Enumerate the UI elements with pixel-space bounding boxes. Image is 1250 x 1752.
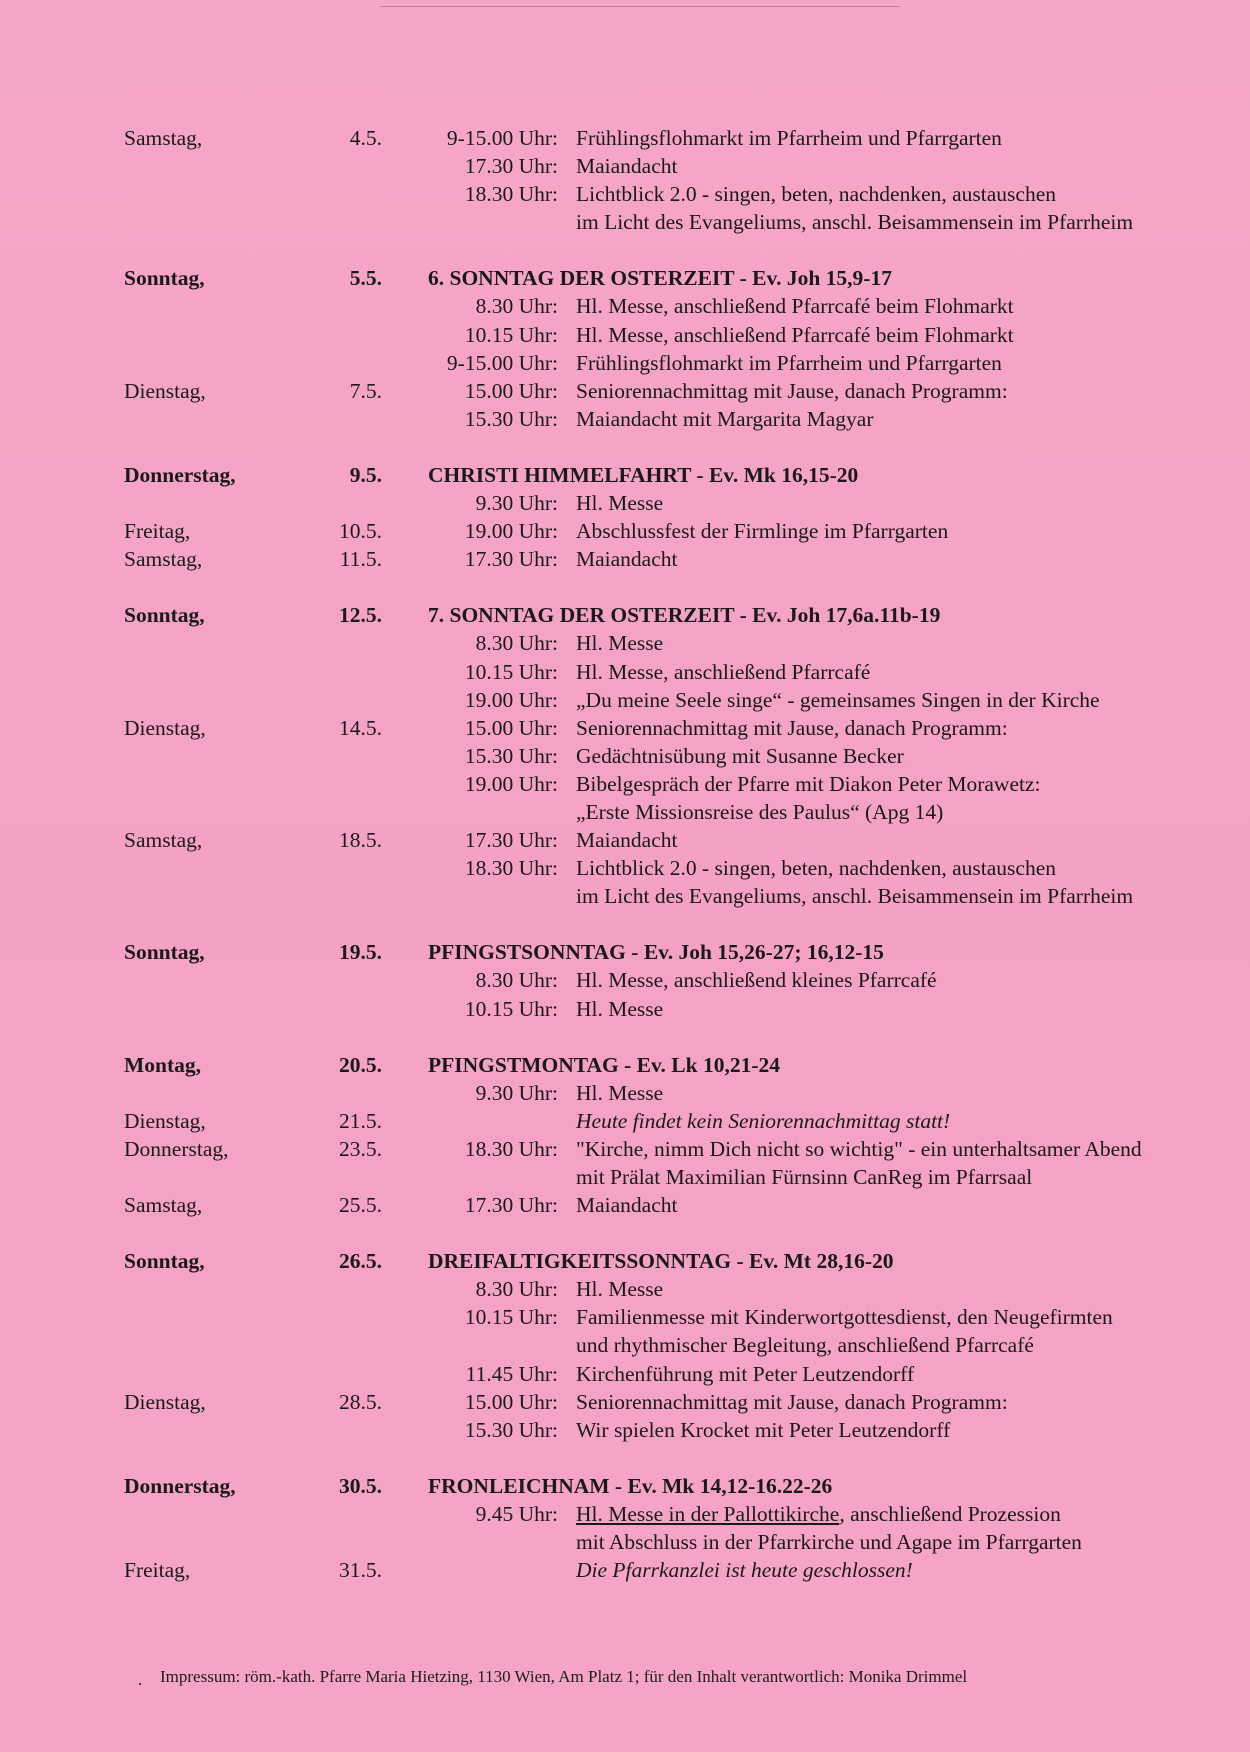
event-row bbox=[0, 489, 1250, 517]
weekday: Samstag, bbox=[124, 1193, 203, 1218]
event-headline-row bbox=[0, 264, 1250, 292]
liturgy-headline: PFINGSTSONNTAG - Ev. Joh 15,26-27; 16,12-15 bbox=[428, 940, 884, 965]
liturgy-headline: PFINGSTMONTAG - Ev. Lk 10,21-24 bbox=[428, 1052, 780, 1077]
day-block bbox=[0, 938, 1250, 1022]
date: 31.5. bbox=[339, 1558, 382, 1583]
event-time: 9-15.00 Uhr: bbox=[446, 126, 558, 150]
event-description: Hl. Messe, anschließend Pfarrcafé beim Flohmarkt bbox=[576, 294, 1014, 319]
event-row bbox=[0, 1528, 1250, 1556]
weekday: Donnerstag, bbox=[124, 462, 236, 487]
event-row bbox=[0, 377, 1250, 405]
date: 26.5. bbox=[339, 1249, 382, 1274]
event-row bbox=[0, 1556, 1250, 1584]
event-time: 17.30 Uhr: bbox=[464, 828, 558, 853]
event-description: Seniorennachmittag mit Jause, danach Programm: bbox=[576, 378, 1008, 403]
event-description: Heute findet kein Seniorennachmittag statt! bbox=[576, 1108, 951, 1133]
event-row bbox=[0, 686, 1250, 714]
event-time: 15.30 Uhr: bbox=[464, 1417, 558, 1442]
weekday: Donnerstag, bbox=[124, 1473, 236, 1498]
date: 28.5. bbox=[339, 1389, 382, 1414]
event-row bbox=[0, 826, 1250, 854]
event-description-rest: , anschließend Prozession bbox=[839, 1501, 1061, 1526]
event-description: im Licht des Evangeliums, anschl. Beisammensein im Pfarrheim bbox=[576, 884, 1134, 909]
event-description: Maiandacht mit Margarita Magyar bbox=[576, 406, 874, 431]
event-description: Hl. Messe bbox=[576, 631, 664, 656]
event-row bbox=[0, 1107, 1250, 1135]
event-headline-row bbox=[0, 1247, 1250, 1275]
event-row bbox=[0, 517, 1250, 545]
event-time: 8.30 Uhr: bbox=[475, 631, 558, 656]
event-description: Maiandacht bbox=[576, 547, 678, 572]
weekday: Freitag, bbox=[124, 1558, 191, 1583]
footer-impressum: Impressum: röm.-kath. Pfarre Maria Hietzing, 1130 Wien, Am Platz 1; für den Inhalt verantwortlich: Monika Drimmel bbox=[160, 1667, 968, 1686]
weekday: Sonntag, bbox=[124, 1249, 205, 1274]
event-description: Abschlussfest der Firmlinge im Pfarrgarten bbox=[576, 519, 949, 544]
event-time: 15.30 Uhr: bbox=[464, 406, 558, 431]
event-description bbox=[576, 1500, 1061, 1528]
liturgy-headline: 6. SONNTAG DER OSTERZEIT - Ev. Joh 15,9-17 bbox=[428, 266, 892, 291]
event-row bbox=[0, 1275, 1250, 1303]
date: 7.5. bbox=[349, 378, 382, 403]
event-description: mit Prälat Maximilian Fürnsinn CanReg im Pfarrsaal bbox=[576, 1165, 1033, 1189]
event-description: Maiandacht bbox=[576, 154, 678, 179]
liturgy-headline: CHRISTI HIMMELFAHRT - Ev. Mk 16,15-20 bbox=[428, 462, 859, 487]
event-row bbox=[0, 798, 1250, 826]
day-block bbox=[0, 1472, 1250, 1584]
event-description: Hl. Messe bbox=[576, 1080, 664, 1105]
date: 20.5. bbox=[339, 1052, 382, 1077]
event-row bbox=[0, 545, 1250, 573]
event-time: 17.30 Uhr: bbox=[464, 1193, 558, 1218]
liturgy-headline: FRONLEICHNAM - Ev. Mk 14,12-16.22-26 bbox=[428, 1473, 833, 1498]
event-description: Seniorennachmittag mit Jause, danach Programm: bbox=[576, 715, 1008, 740]
event-description: Hl. Messe bbox=[576, 491, 664, 516]
event-row bbox=[0, 292, 1250, 320]
event-description: „Erste Missionsreise des Paulus“ (Apg 14) bbox=[576, 799, 944, 824]
event-description: Hl. Messe, anschließend kleines Pfarrcafé bbox=[576, 968, 937, 993]
event-row bbox=[0, 124, 1250, 152]
date: 21.5. bbox=[339, 1108, 382, 1133]
event-headline-row bbox=[0, 938, 1250, 966]
event-description: Gedächtnisübung mit Susanne Becker bbox=[576, 743, 904, 768]
date: 11.5. bbox=[339, 547, 382, 572]
event-time: 8.30 Uhr: bbox=[475, 1277, 558, 1302]
event-time: 15.00 Uhr: bbox=[464, 1389, 558, 1414]
event-description: Hl. Messe, anschließend Pfarrcafé beim Flohmarkt bbox=[576, 322, 1014, 347]
event-row bbox=[0, 742, 1250, 770]
event-description: Maiandacht bbox=[576, 1193, 678, 1218]
event-time: 17.30 Uhr: bbox=[464, 154, 558, 179]
event-row bbox=[0, 714, 1250, 742]
event-time: 9.45 Uhr: bbox=[475, 1501, 558, 1526]
event-time: 10.15 Uhr: bbox=[464, 659, 558, 684]
event-row bbox=[0, 966, 1250, 994]
date: 30.5. bbox=[339, 1473, 382, 1498]
event-row bbox=[0, 405, 1250, 433]
event-row bbox=[0, 152, 1250, 180]
event-description: Lichtblick 2.0 - singen, beten, nachdenken, austauschen bbox=[576, 182, 1057, 207]
event-row bbox=[0, 321, 1250, 349]
weekday: Samstag, bbox=[124, 547, 203, 572]
day-block bbox=[0, 1247, 1250, 1444]
event-row bbox=[0, 1163, 1250, 1191]
day-block bbox=[0, 124, 1250, 236]
day-block bbox=[0, 601, 1250, 910]
event-row bbox=[0, 1388, 1250, 1416]
event-time: 18.30 Uhr: bbox=[464, 1136, 558, 1161]
event-description: Wir spielen Krocket mit Peter Leutzendorff bbox=[576, 1417, 951, 1442]
event-row bbox=[0, 1079, 1250, 1107]
event-row bbox=[0, 770, 1250, 798]
event-row bbox=[0, 629, 1250, 657]
event-time: 15.30 Uhr: bbox=[464, 743, 558, 768]
event-time: 18.30 Uhr: bbox=[464, 856, 558, 881]
weekday: Dienstag, bbox=[124, 378, 206, 403]
event-description: „Du meine Seele singe“ - gemeinsames Singen in der Kirche bbox=[576, 687, 1100, 712]
top-rule bbox=[380, 6, 900, 7]
underlined-location: Hl. Messe in der Pallottikirche bbox=[576, 1501, 840, 1526]
event-time: 15.00 Uhr: bbox=[464, 715, 558, 740]
event-description: Hl. Messe, anschließend Pfarrcafé bbox=[576, 659, 871, 684]
event-description: Frühlingsflohmarkt im Pfarrheim und Pfarrgarten bbox=[576, 126, 1002, 150]
date: 19.5. bbox=[339, 940, 382, 965]
event-time: 10.15 Uhr: bbox=[464, 322, 558, 347]
weekday: Sonntag, bbox=[124, 266, 205, 291]
date: 18.5. bbox=[339, 828, 382, 853]
event-time: 19.00 Uhr: bbox=[464, 687, 558, 712]
event-time: 15.00 Uhr: bbox=[464, 378, 558, 403]
day-block bbox=[0, 264, 1250, 433]
liturgy-headline: DREIFALTIGKEITSSONNTAG - Ev. Mt 28,16-20 bbox=[428, 1249, 894, 1274]
event-description: Familienmesse mit Kinderwortgottesdienst, den Neugefirmten bbox=[576, 1305, 1113, 1330]
event-row bbox=[0, 1191, 1250, 1219]
event-row bbox=[0, 882, 1250, 910]
weekday: Montag, bbox=[124, 1052, 202, 1077]
event-description: Die Pfarrkanzlei ist heute geschlossen! bbox=[576, 1558, 913, 1583]
event-headline-row bbox=[0, 1051, 1250, 1079]
event-row bbox=[0, 658, 1250, 686]
weekday: Samstag, bbox=[124, 126, 203, 150]
schedule bbox=[0, 124, 1250, 1612]
event-row bbox=[0, 1500, 1250, 1528]
event-headline-row bbox=[0, 1472, 1250, 1500]
event-description: "Kirche, nimm Dich nicht so wichtig" - ein unterhaltsamer Abend bbox=[576, 1136, 1142, 1161]
weekday: Sonntag, bbox=[124, 603, 205, 628]
event-description: Kirchenführung mit Peter Leutzendorff bbox=[576, 1361, 915, 1386]
date: 14.5. bbox=[339, 715, 382, 740]
event-row bbox=[0, 1303, 1250, 1331]
date: 25.5. bbox=[339, 1193, 382, 1218]
date: 10.5. bbox=[339, 519, 382, 544]
footer-dot: . bbox=[138, 1670, 143, 1689]
date: 5.5. bbox=[349, 266, 382, 291]
event-time: 11.45 Uhr: bbox=[465, 1361, 558, 1386]
liturgy-headline: 7. SONNTAG DER OSTERZEIT - Ev. Joh 17,6a.11b-19 bbox=[428, 603, 941, 628]
event-row bbox=[0, 1331, 1250, 1359]
event-time: 17.30 Uhr: bbox=[464, 547, 558, 572]
event-description: Hl. Messe bbox=[576, 996, 664, 1021]
event-description: Seniorennachmittag mit Jause, danach Programm: bbox=[576, 1389, 1008, 1414]
event-time: 9-15.00 Uhr: bbox=[446, 350, 558, 375]
event-time: 19.00 Uhr: bbox=[464, 519, 558, 544]
weekday: Freitag, bbox=[124, 519, 191, 544]
event-description: Frühlingsflohmarkt im Pfarrheim und Pfarrgarten bbox=[576, 350, 1002, 375]
event-time: 9.30 Uhr: bbox=[475, 491, 558, 516]
date: 4.5. bbox=[349, 126, 382, 150]
event-row bbox=[0, 1416, 1250, 1444]
date: 23.5. bbox=[339, 1136, 382, 1161]
event-time: 8.30 Uhr: bbox=[475, 968, 558, 993]
date: 9.5. bbox=[349, 462, 382, 487]
event-row bbox=[0, 854, 1250, 882]
event-row bbox=[0, 995, 1250, 1023]
weekday: Dienstag, bbox=[124, 1389, 206, 1414]
weekday: Dienstag, bbox=[124, 1108, 206, 1133]
day-block bbox=[0, 461, 1250, 573]
event-row bbox=[0, 349, 1250, 377]
event-description: im Licht des Evangeliums, anschl. Beisammensein im Pfarrheim bbox=[576, 210, 1134, 235]
event-description: Hl. Messe bbox=[576, 1277, 664, 1302]
event-row bbox=[0, 1360, 1250, 1388]
event-description: Bibelgespräch der Pfarre mit Diakon Peter Morawetz: bbox=[576, 771, 1041, 796]
weekday: Dienstag, bbox=[124, 715, 206, 740]
event-time: 8.30 Uhr: bbox=[475, 294, 558, 319]
event-description: mit Abschluss in der Pfarrkirche und Agape im Pfarrgarten bbox=[576, 1530, 1082, 1555]
event-time: 10.15 Uhr: bbox=[464, 1305, 558, 1330]
weekday: Donnerstag, bbox=[124, 1136, 229, 1161]
event-time: 9.30 Uhr: bbox=[475, 1080, 558, 1105]
weekday: Samstag, bbox=[124, 828, 203, 853]
event-time: 10.15 Uhr: bbox=[464, 996, 558, 1021]
event-time: 18.30 Uhr: bbox=[464, 182, 558, 207]
date: 12.5. bbox=[339, 603, 382, 628]
event-headline-row bbox=[0, 601, 1250, 629]
event-row bbox=[0, 1135, 1250, 1163]
event-description: Maiandacht bbox=[576, 828, 678, 853]
event-row bbox=[0, 208, 1250, 236]
day-block bbox=[0, 1051, 1250, 1220]
event-row bbox=[0, 180, 1250, 208]
weekday: Sonntag, bbox=[124, 940, 205, 965]
event-description: und rhythmischer Begleitung, anschließend Pfarrcafé bbox=[576, 1333, 1034, 1358]
event-headline-row bbox=[0, 461, 1250, 489]
event-description: Lichtblick 2.0 - singen, beten, nachdenken, austauschen bbox=[576, 856, 1057, 881]
event-time: 19.00 Uhr: bbox=[464, 771, 558, 796]
